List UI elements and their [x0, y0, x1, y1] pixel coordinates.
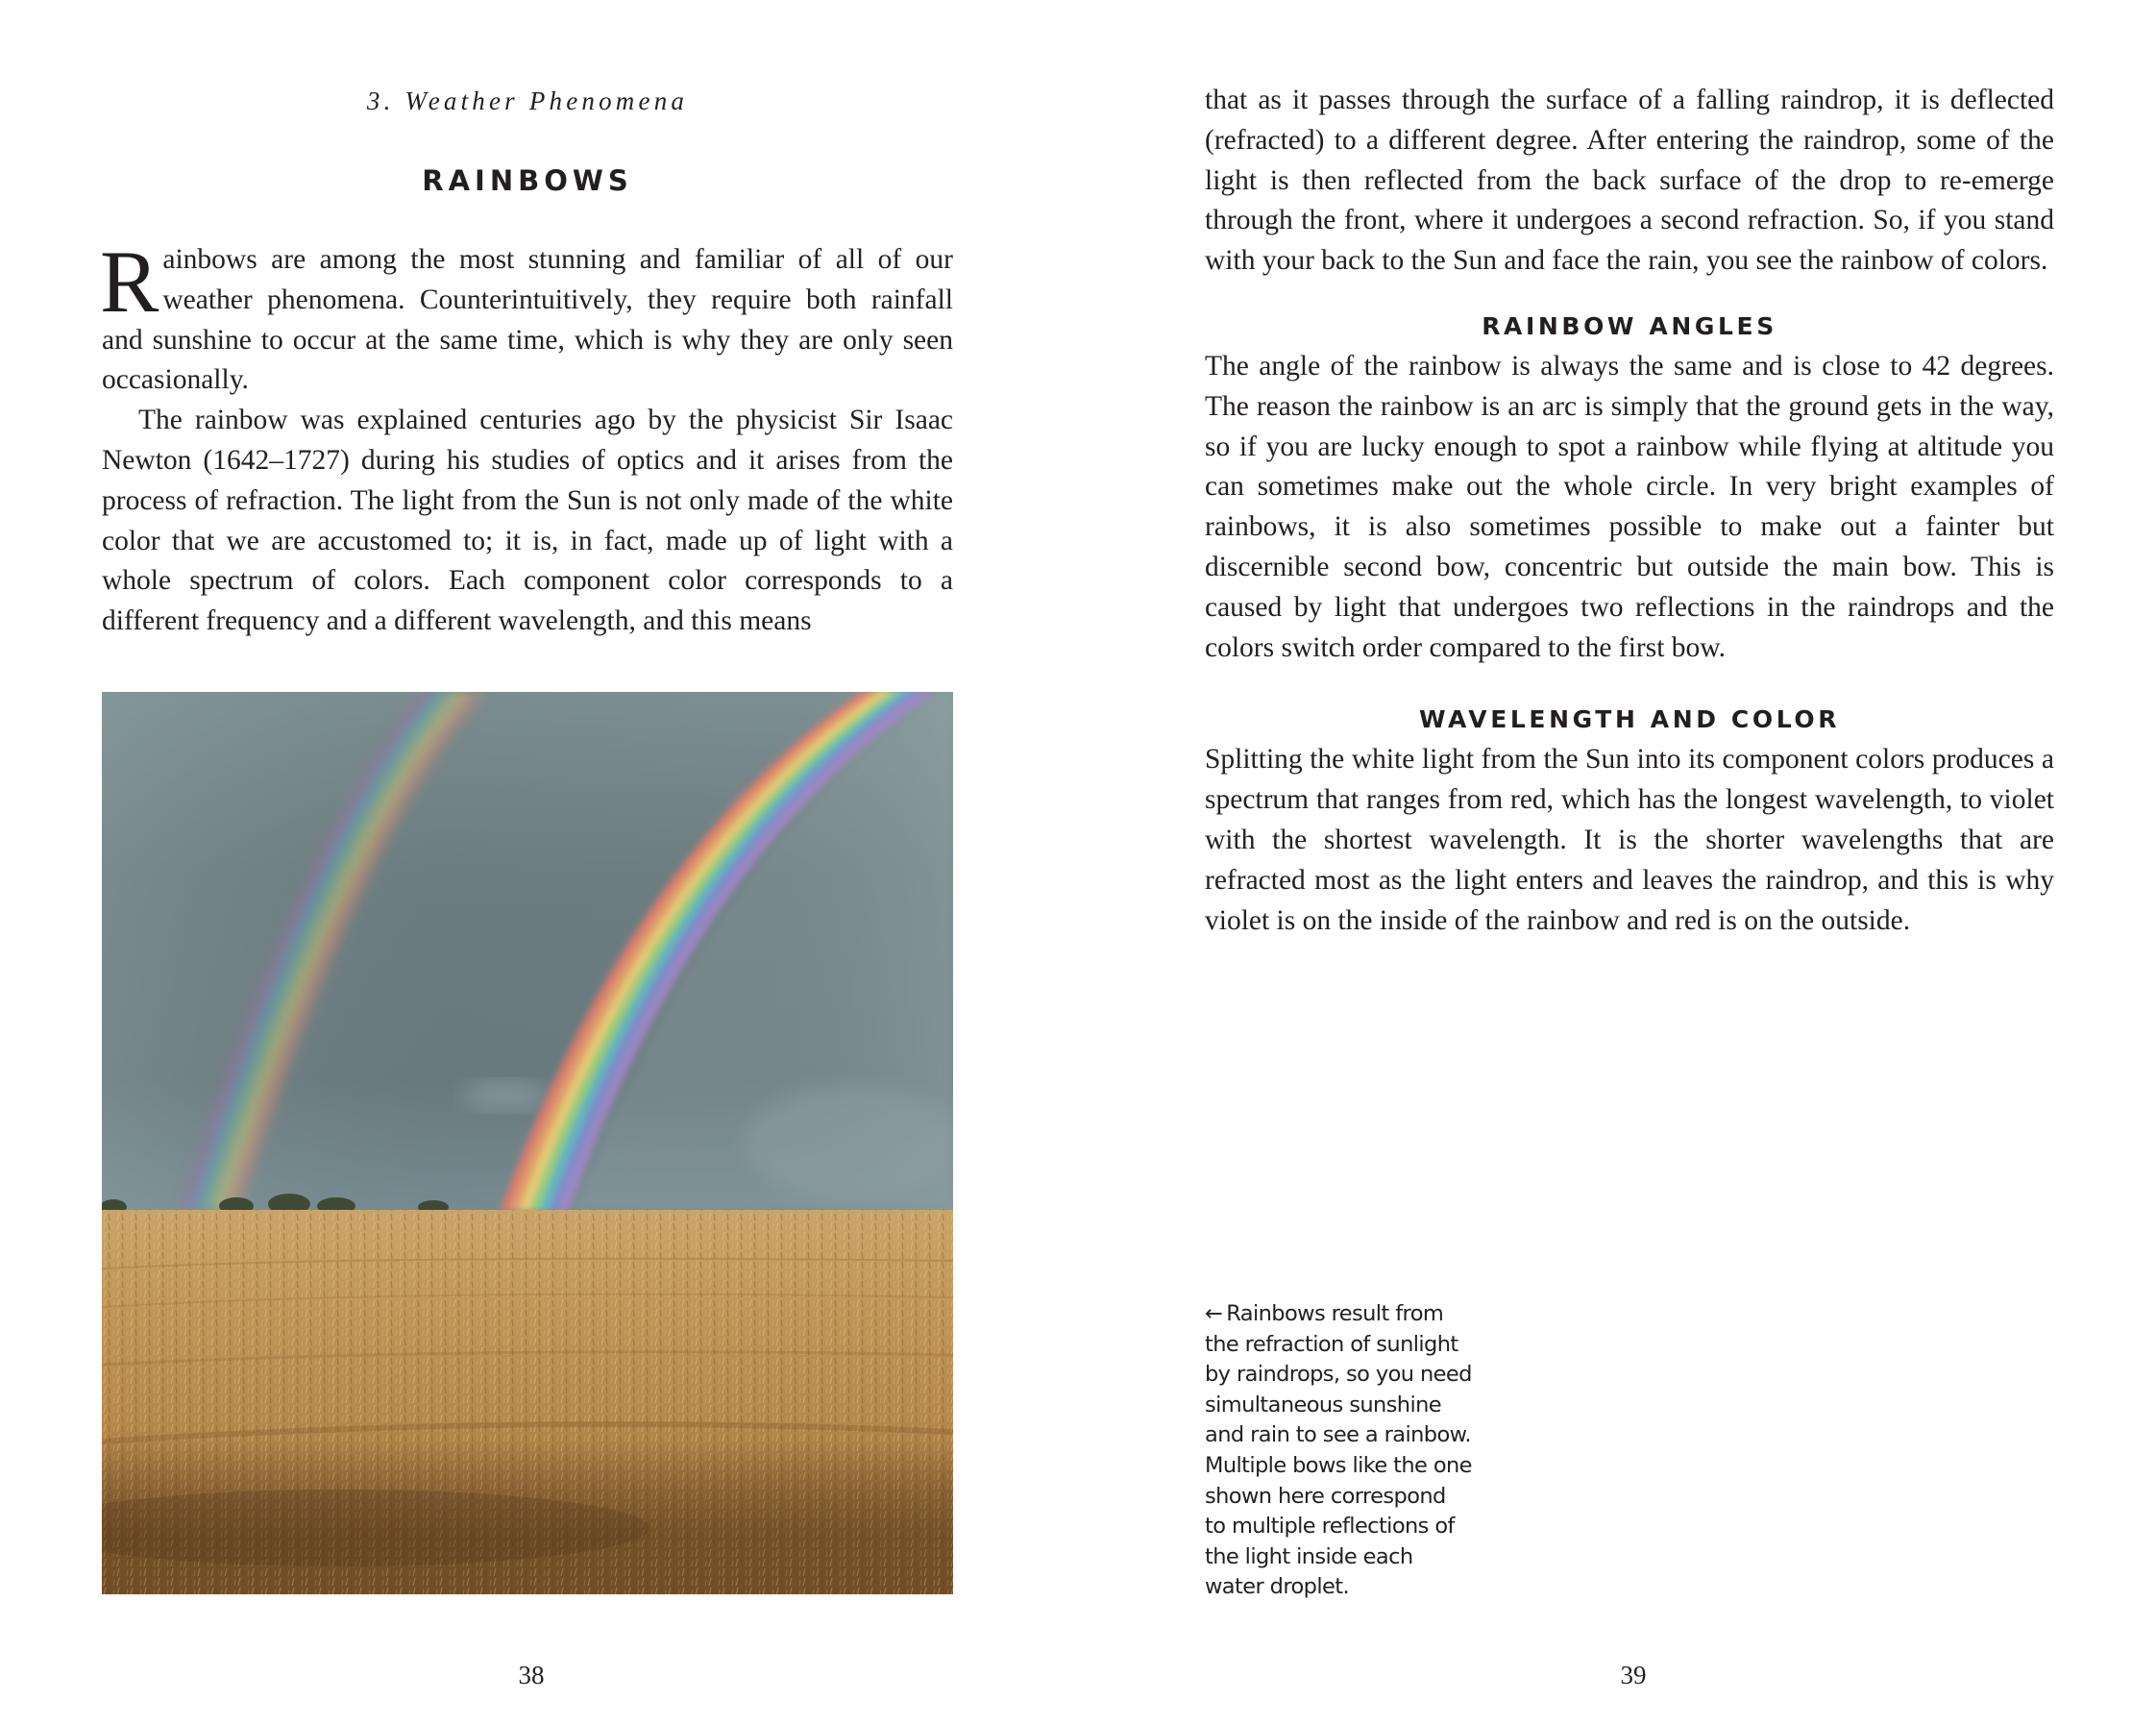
continuation-paragraph: that as it passes through the surface of a falling raindrop, it is deflected (refracted) to a different degree. After entering the raindrop, some of the light is then reflected from the back surface of the drop to re-emerge through the front, where it undergoes a second refraction. So, if you stand with your back to the Sun and face the rain, you see the rainbow of colors.: [1205, 85, 2054, 277]
rainbow-photo: [102, 692, 953, 1594]
right-body-column: [1205, 81, 2054, 941]
caption-line: to multiple reflections of: [1205, 1514, 1455, 1540]
arrow-left-icon: ←: [1205, 1301, 1223, 1326]
caption-line: [1205, 1299, 1493, 1330]
section-heading-wavelength-color: WAVELENGTH AND COLOR: [1418, 705, 1841, 734]
caption-line: Multiple bows like the one: [1205, 1452, 1472, 1478]
section-heading-rainbow-angles: RAINBOW ANGLES: [1482, 311, 1777, 340]
intro-paragraph-text: ainbows are among the most stunning and familiar of all of our weather phenomena. Counterintuitively, they require both rainfall and sunshine to occur at the same time, which is why they are only seen occasionally.: [102, 244, 953, 396]
caption-line: simultaneous sunshine: [1205, 1392, 1441, 1417]
caption-line: the refraction of sunlight: [1205, 1331, 1458, 1357]
rainbow-angles-paragraph: The angle of the rainbow is always the same and is close to 42 degrees. The reason the rainbow is an arc is simply that the ground gets in the way, so if you are lucky enough to spot a rainbow while flying at altitude you can sometimes make out the whole circle. In very bright examples of rainbows, it is also sometimes possible to make out a fainter but discernible second bow, concentric but outside the main bow. This is caused by light that undergoes two reflections in the raindrops and the colors switch order compared to the first bow.: [1205, 350, 2054, 663]
wavelength-color-paragraph: Splitting the white light from the Sun into its component colors produces a spectrum that ranges from red, which has the longest wavelength, to violet with the shortest wavelength. It is the shorter wavelengths that are refracted most as the light enters and leaves the raindrop, and this is why violet is on the inside of the rainbow and red is on the outside.: [1205, 744, 2054, 936]
caption-line: and rain to see a rainbow.: [1205, 1422, 1471, 1448]
newton-paragraph: The rainbow was explained centuries ago by the physicist Sir Isaac Newton (1642–1727) during his studies of optics and it arises from the process of refraction. The light from the Sun is not only made of the white color that we are accustomed to; it is, in fact, made up of light with a whole spectrum of colors. Each component color corresponds to a different frequency and a different wavelength, and this means: [102, 405, 953, 637]
chapter-title: RAINBOWS: [422, 164, 633, 197]
page-number-left: 38: [518, 1661, 545, 1689]
dropcap-letter: R: [100, 233, 159, 331]
caption-line: water droplet.: [1205, 1574, 1350, 1600]
left-body-column: [100, 233, 953, 642]
page-number-right: 39: [1620, 1661, 1647, 1689]
caption-line: the light inside each: [1205, 1543, 1413, 1569]
caption-text: Rainbows result from: [1226, 1301, 1444, 1326]
photo-caption: [1205, 1299, 1493, 1603]
rainbow-photo-illustration: [102, 692, 953, 1594]
intro-paragraph: [100, 233, 953, 401]
caption-line: by raindrops, so you need: [1205, 1362, 1472, 1388]
caption-line: shown here correspond: [1205, 1483, 1446, 1509]
running-head: 3. Weather Phenomena: [366, 86, 689, 115]
